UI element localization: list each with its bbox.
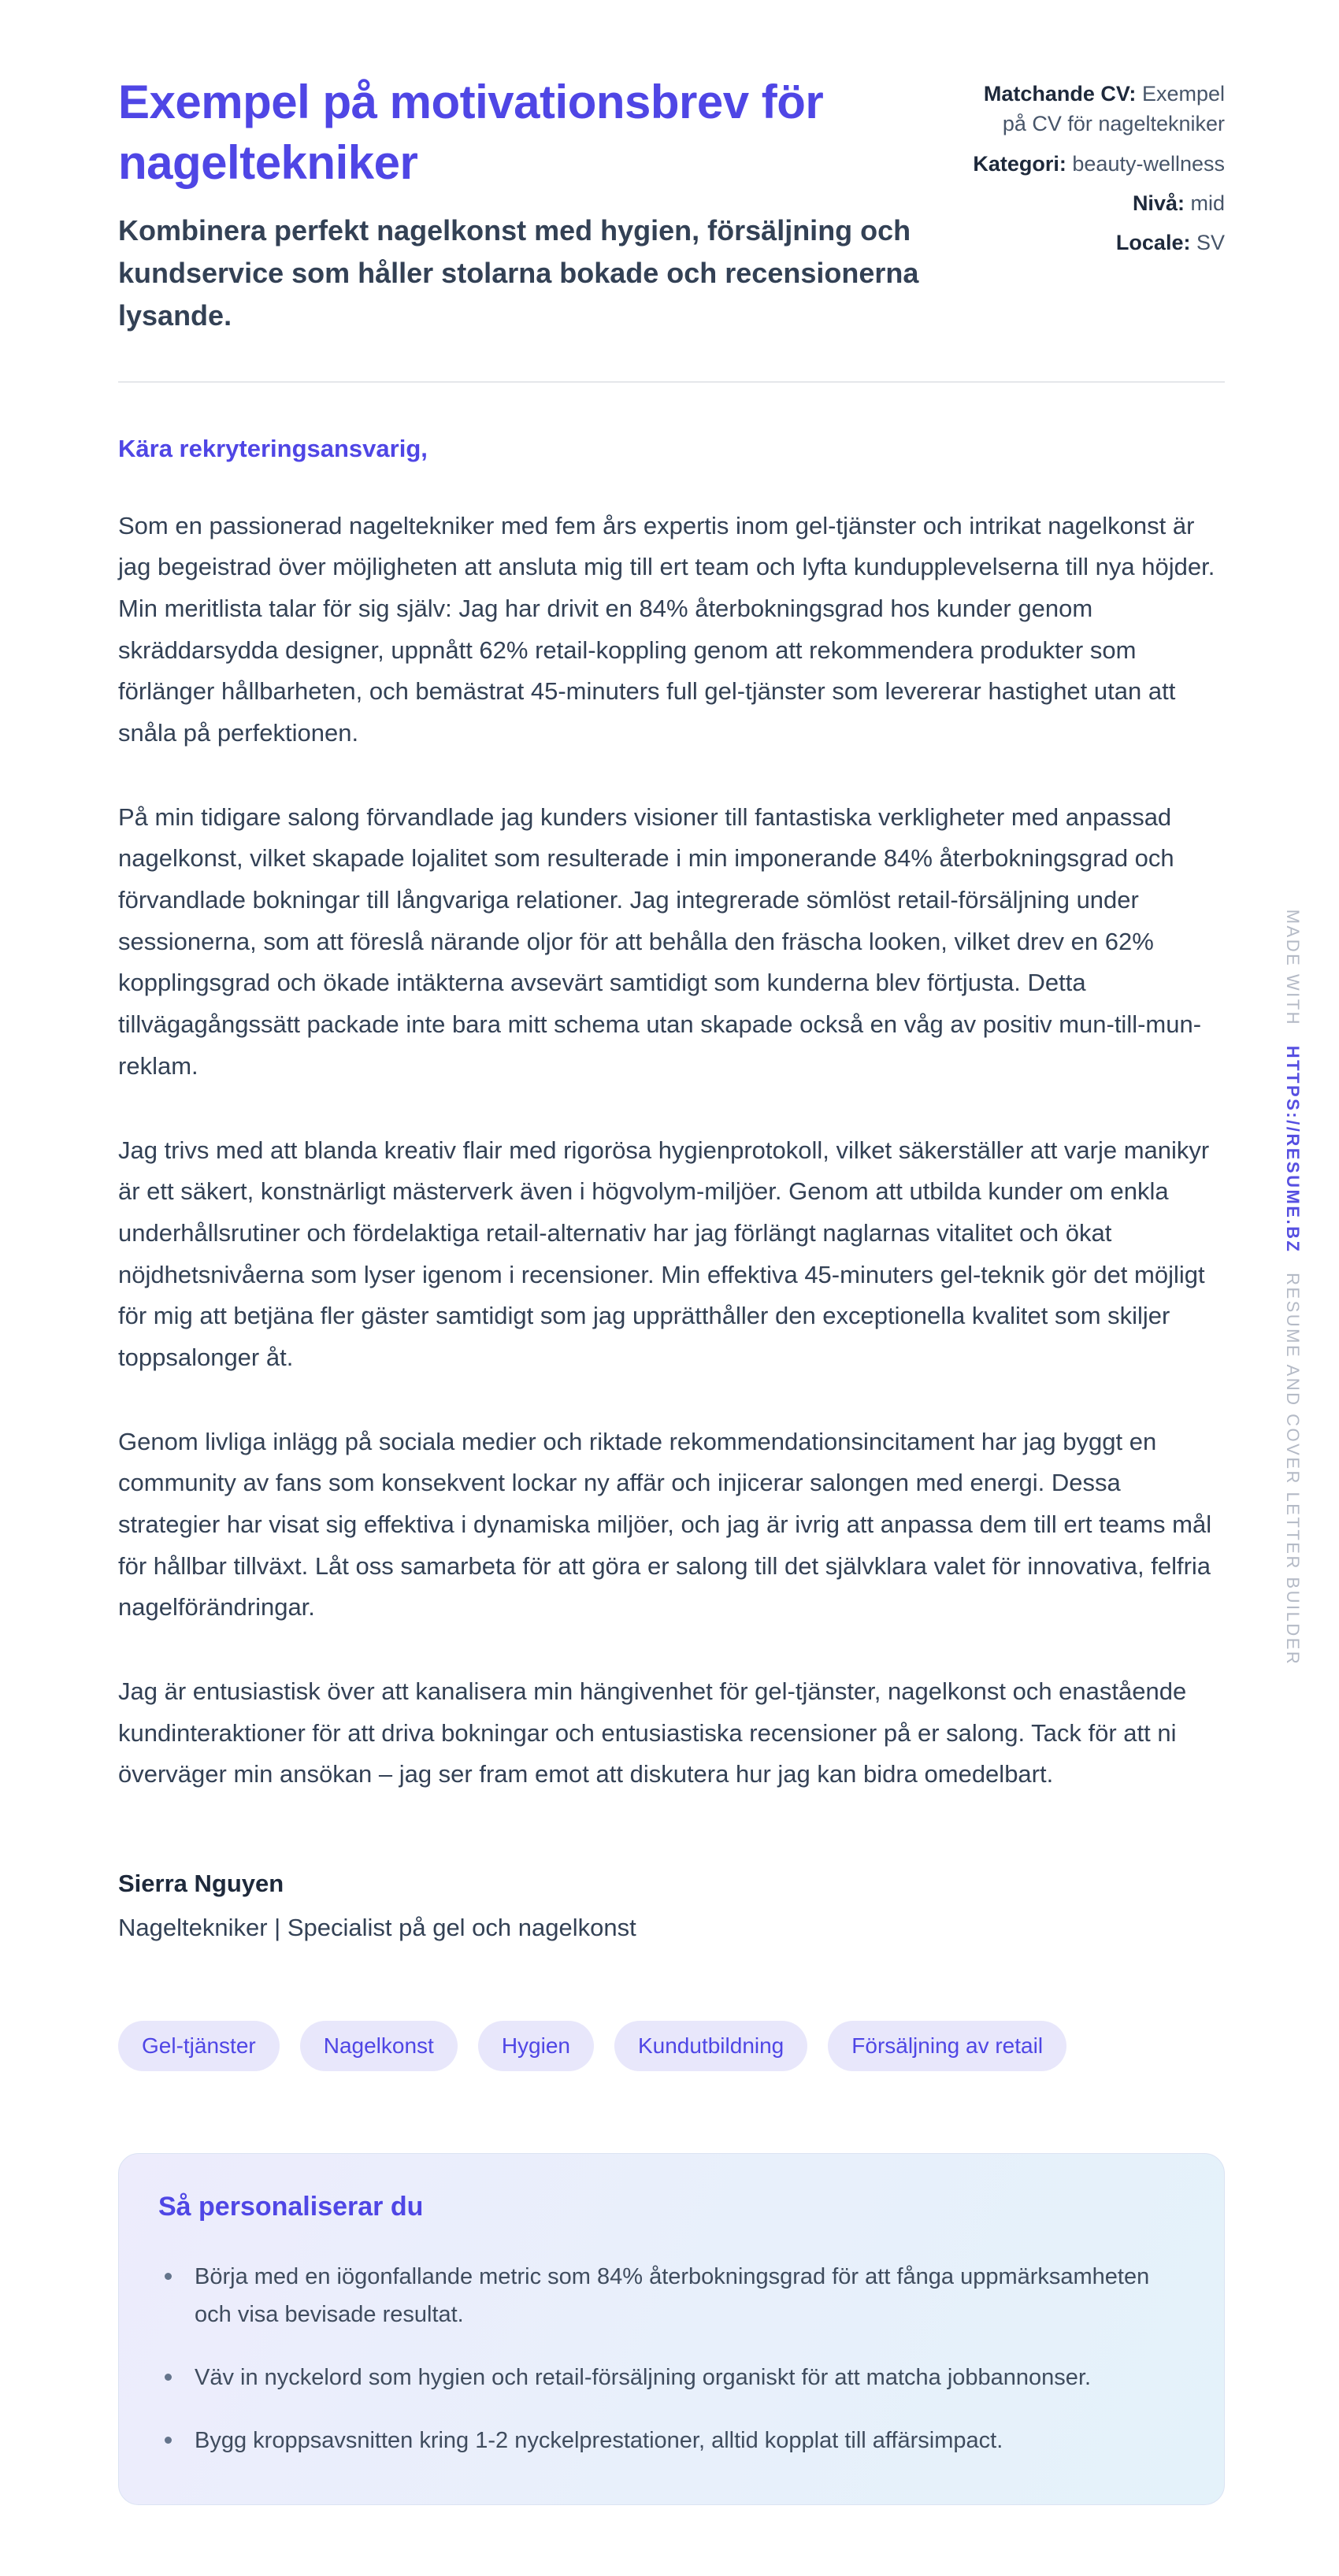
letter-paragraph-2: På min tidigare salong förvandlade jag kunders visioner till fantastiska verkligheter med anpassad nagelkonst, vilket skapade lojalitet som resulterade i min imponerande 84% återbokningsgrad och förvandlade bokningar till långvariga relationer. Jag integrerade sömlöst retail-försäljning under sessionerna, som att föreslå närande oljor för att behålla den fräscha looken, vilket drev en 62% kopplingsgrad och ökade intäkterna avsevärt samtidigt som kunderna blev förtjusta. Detta tillvägagångssätt packade inte bara mitt schema utan skapade också en våg av positiv mun-till-mun-reklam. bbox=[118, 802, 1202, 1080]
meta-value: SV bbox=[1196, 231, 1225, 255]
header-title-block bbox=[118, 72, 965, 337]
personalization-tips-card bbox=[118, 2153, 1225, 2504]
tag-pill-nail-art: Nagelkonst bbox=[300, 2021, 458, 2071]
meta-item-locale bbox=[965, 228, 1225, 258]
letter-paragraph-4: Genom livliga inlägg på sociala medier och riktade rekommendationsincitament har jag byggt en community av fans som konsekvent lockar ny affär och injicerar salongen med energi. Dessa strategier har visat sig effektiva i dynamiska miljöer, och jag är ivrig att anpassa dem till ert teams mål för hållbar tillväxt. Låt oss samarbeta för att göra er salong till det självklara valet för innovativa, felfria nagelförändringar. bbox=[118, 1427, 1212, 1622]
letter-body bbox=[118, 435, 1225, 2505]
letter-paragraph-5: Jag är entusiastisk över att kanalisera min hängivenhet för gel-tjänster, nagelkonst och enastående kundinteraktioner för att driva bokningar och entusiastiska recensioner på er salong. Tack för att ni överväger min ansökan – jag ser fram emot att diskutera hur jag kan bidra omedelbart. bbox=[118, 1677, 1187, 1788]
tag-pill-gel-services: Gel-tjänster bbox=[118, 2021, 280, 2071]
meta-value: beauty-wellness bbox=[1072, 151, 1225, 176]
tag-list bbox=[118, 2021, 1225, 2071]
letter-paragraph-3: Jag trivs med att blanda kreativ flair med rigorösa hygienprotokoll, vilket säkerställer att varje manikyr är ett säkert, konstnärligt mästerverk även i högvolym-miljöer. Genom att utbilda kunder om enkla underhållsrutiner och fördelaktiga retail-alternativ har jag förlängt naglarnas vitalitet och ökat nöjdhetsnivåerna som lyser igenom i recensioner. Min effektiva 45-minuters gel-teknik gör det möjligt för mig att betjäna fler gäster samtidigt som jag upprätthåller den exceptionella kvalitet som skiljer toppsalonger åt. bbox=[118, 1136, 1210, 1371]
tag-pill-hygiene: Hygien bbox=[478, 2021, 594, 2071]
tag-pill-retail-sales: Försäljning av retail bbox=[828, 2021, 1066, 2071]
meta-label: Locale: bbox=[1115, 231, 1191, 255]
tag-pill-client-education: Kundutbildning bbox=[614, 2021, 807, 2071]
tips-list bbox=[158, 2259, 1185, 2459]
meta-label: Kategori: bbox=[973, 151, 1066, 176]
meta-label: Matchande CV: bbox=[983, 82, 1137, 106]
signature-name: Sierra Nguyen bbox=[118, 1870, 284, 1898]
signature-role: Nageltekniker | Specialist på gel och nagelkonst bbox=[118, 1914, 636, 1942]
meta-item-matching-cv bbox=[965, 79, 1225, 139]
site-credit-tagline: RESUME AND COVER LETTER BUILDER bbox=[1283, 1273, 1303, 1666]
site-credit-prefix: MADE WITH bbox=[1283, 909, 1303, 1027]
meta-value: Exempel på CV för nageltekniker bbox=[1002, 82, 1225, 136]
tips-title: Så personaliserar du bbox=[158, 2192, 424, 2222]
meta-item-category bbox=[965, 149, 1225, 179]
meta-value: mid bbox=[1190, 191, 1225, 215]
meta-item-level bbox=[965, 188, 1225, 218]
page-title: Exempel på motivationsbrev för nageltekniker bbox=[118, 76, 824, 189]
tip-item-2: Väv in nyckelord som hygien och retail-försäljning organiskt för att matcha jobbannonser. bbox=[158, 2359, 1185, 2397]
tip-item-1: Börja med en iögonfallande metric som 84% återbokningsgrad för att fånga uppmärksamheten och visa bevisade resultat. bbox=[158, 2259, 1185, 2334]
meta-panel bbox=[965, 72, 1225, 258]
greeting: Kära rekryteringsansvarig, bbox=[118, 434, 428, 462]
page-subtitle: Kombinera perfekt nagelkonst med hygien, försäljning och kundservice som håller stolarna bokade och recensionerna lysande. bbox=[118, 213, 919, 332]
resume-bz-link[interactable]: HTTPS://RESUME.BZ bbox=[1283, 1045, 1303, 1254]
header bbox=[118, 72, 1225, 337]
header-divider bbox=[118, 381, 1225, 383]
site-credit bbox=[1282, 910, 1303, 1666]
tip-item-3: Bygg kroppsavsnitten kring 1-2 nyckelprestationer, alltid kopplat till affärsimpact. bbox=[158, 2422, 1185, 2460]
letter-paragraph-1: Som en passionerad nageltekniker med fem års expertis inom gel-tjänster och intrikat nagelkonst är jag begeistrad över möjligheten att ansluta mig till ert team och lyfta kundupplevelserna till nya höjder. Min meritlista talar för sig själv: Jag har drivit en 84% återbokningsgrad hos kunder genom skräddarsydda designer, uppnått 62% retail-koppling genom att rekommendera produkter som förlänger hållbarheten, och bemästrat 45-minuters full gel-tjänster som levererar hastighet utan att snåla på perfektionen. bbox=[118, 511, 1215, 747]
meta-label: Nivå: bbox=[1132, 191, 1185, 215]
